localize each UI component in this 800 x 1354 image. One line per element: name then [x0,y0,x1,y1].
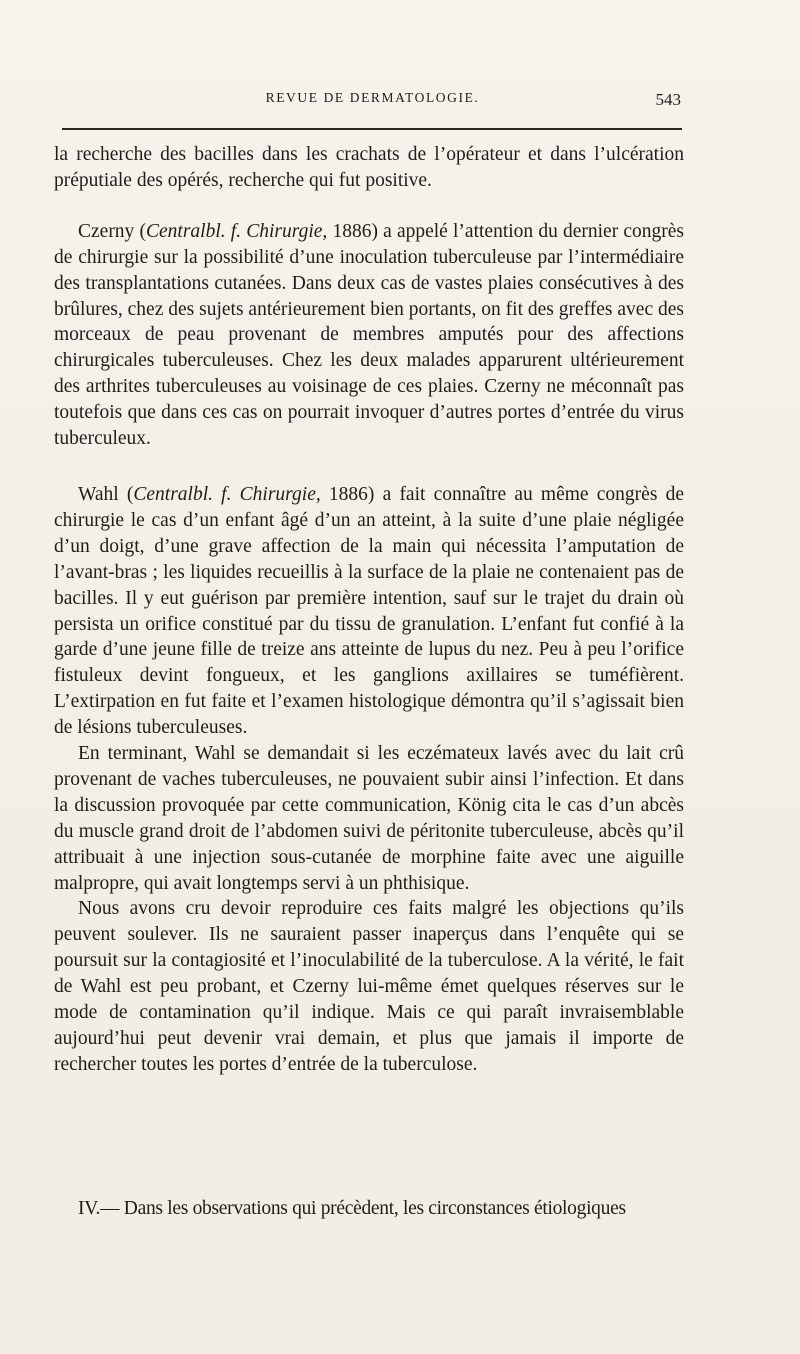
paragraph-conclusion [54,896,684,1077]
paragraph-text: Czerny ( [78,220,146,242]
header-rule [62,128,682,130]
body-text [54,142,684,1078]
paragraph-text: 1886) a appelé l’attention du dernier congrès de chirurgie sur la possibilité d’une inoculation tuberculeuse par l’intermédiaire des transplantations cutanées. Dans deux cas de vastes plaies consécutives à des brûlures, chez des sujets antérieurement bien portants, on fit des greffes avec des morceaux de peau provenant de membres amputés pour des affections chirurgicales tuberculeuses. Chez les deux malades apparurent ultérieurement des arthrites tuberculeuses au voisinage de ces plaies. Czerny ne méconnaît pas toutefois que dans ces cas on pourrait invoquer d’autres portes d’entrée du virus tuberculeux. [54,220,685,450]
journal-citation: Centralbl. f. Chirurgie, [145,220,328,242]
journal-citation: Centralbl. f. Chirurgie, [133,483,321,505]
paragraph-text: Nous avons cru devoir reproduire ces faits malgré les objections qu’ils peuvent soulever. Ils ne sauraient passer inaperçus dans l’enquête qui se poursuit sur la contagiosité et l’inoculabilité de la tuberculose. A la vérité, le fait de Wahl est peu probant, et Czerny lui-même émet quelques réserves sur le mode de contamination qu’il indique. Mais ce qui paraît invraisemblable aujourd’hui peut devenir vrai demain, et plus que jamais il importe de rechercher toutes les portes d’entrée de la tuberculose. [54,898,684,1075]
paragraph-text: la recherche des bacilles dans les crachats de l’opérateur et dans l’ulcération préputiale des opérés, recherche qui fut positive. [54,144,684,191]
paragraph-wahl [54,482,684,741]
paragraph-konig [54,741,684,896]
paragraph-text: 1886) a fait connaître au même congrès de chirurgie le cas d’un enfant âgé d’un an atteint, à la suite d’une plaie négligée d’un doigt, d’une grave affection de la main qui nécessita l’amputation de l’avant-bras ; les liquides recueillis à la surface de la plaie ne contenaient pas de bacilles. Il y eut guérison par première intention, sauf sur le trajet du drain où persista un orifice constitué par du tissu de granulation. L’enfant fut confié à la garde d’une jeune fille de treize ans atteinte de lupus du nez. Peu à peu l’orifice fistuleux devint fongueux, et les ganglions axillaires se tuméfièrent. L’extirpation en fut faite et l’examen histologique démontra qu’il s’agissait bien de lésions tuberculeuses. [54,483,684,739]
paragraph-text: En terminant, Wahl se demandait si les eczémateux lavés avec du lait crû provenant de vaches tuberculeuses, ne pouvaient subir ainsi l’infection. Et dans la discussion provoquée par cette communication, König cita le cas d’un abcès du muscle grand droit de l’abdomen suivi de péritonite tuberculeuse, abcès qu’il attribuait à une injection sous-cutanée de morphine faite avec une aiguille malpropre, qui avait longtemps servi à un phthisique. [54,743,684,894]
paragraph-czerny [54,219,684,452]
paragraph-text: Wahl ( [78,483,134,505]
page-header [60,90,685,120]
section-iv-opening: IV.— Dans les observations qui précèdent, les circonstances étiologiques [78,1198,626,1219]
paragraph-continuation [54,142,684,194]
page-number: 543 [655,90,681,109]
running-head: REVUE DE DERMATOLOGIE. [265,90,480,105]
